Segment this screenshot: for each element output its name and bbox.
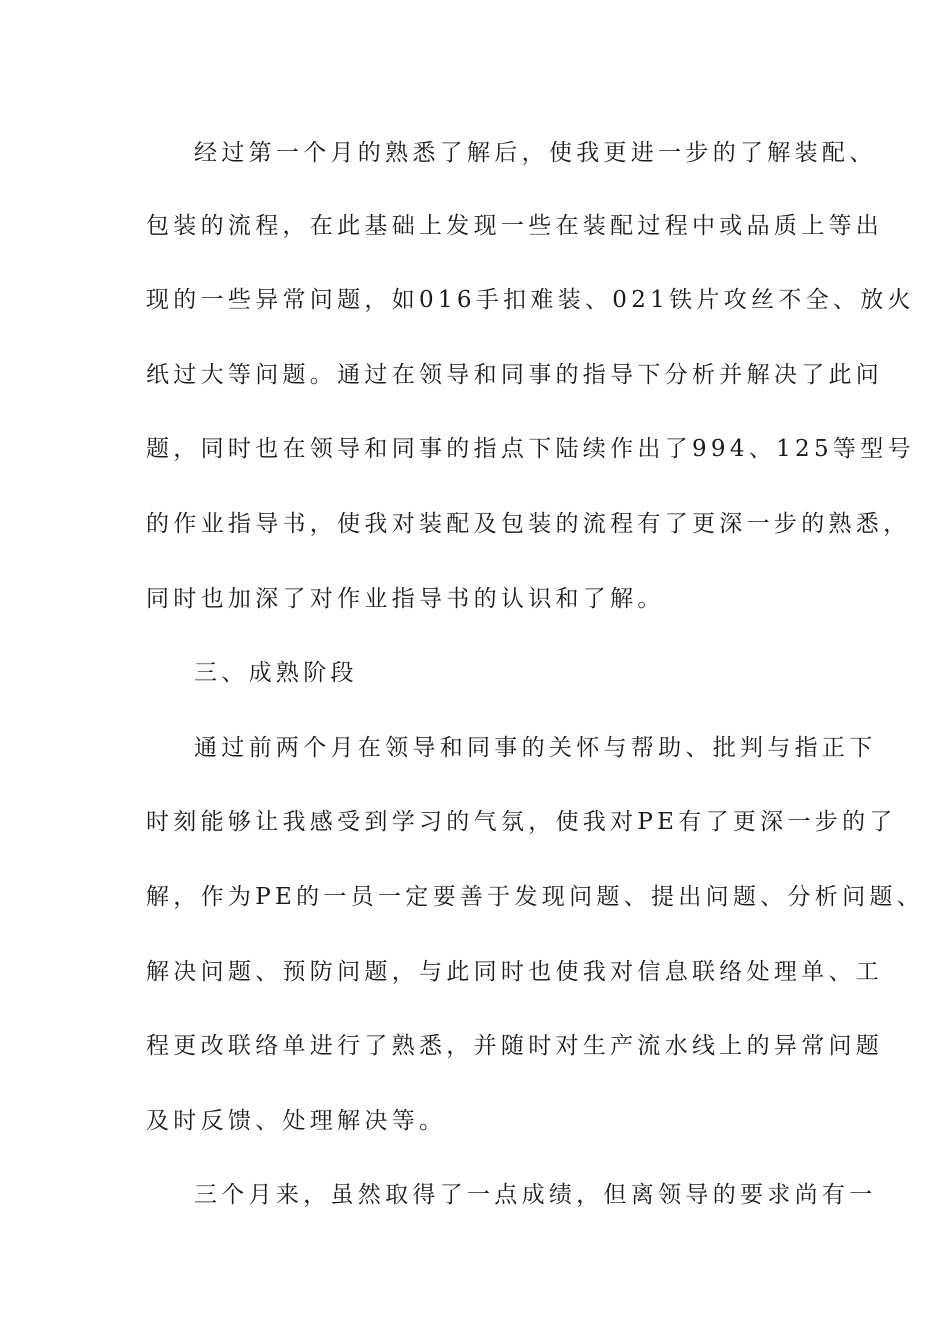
paragraph-line: 三个月来，虽然取得了一点成绩，但离领导的要求尚有一	[194, 1182, 877, 1208]
paragraph-line: 纸过大等问题。通过在领导和同事的指导下分析并解决了此问	[146, 362, 884, 388]
paragraph-line: 解决问题、预防问题，与此同时也使我对信息联络处理单、工	[146, 959, 884, 985]
paragraph-line: 解，作为PE的一员一定要善于发现问题、提出问题、分析问题、	[146, 884, 924, 910]
paragraph-line: 包装的流程，在此基础上发现一些在装配过程中或品质上等出	[146, 213, 884, 239]
paragraph-line: 程更改联络单进行了熟悉，并随时对生产流水线上的异常问题	[146, 1033, 884, 1059]
section-heading: 三、成熟阶段	[194, 660, 358, 686]
paragraph-line: 经过第一个月的熟悉了解后，使我更进一步的了解装配、	[194, 140, 877, 166]
paragraph-line: 现的一些异常问题，如016手扣难装、021铁片攻丝不全、放火	[146, 287, 915, 313]
paragraph-line: 的作业指导书，使我对装配及包装的流程有了更深一步的熟悉，	[146, 511, 911, 537]
paragraph-line: 时刻能够让我感受到学习的气氛，使我对PE有了更深一步的了	[146, 809, 897, 835]
paragraph-line: 同时也加深了对作业指导书的认识和了解。	[146, 586, 665, 612]
paragraph-line: 通过前两个月在领导和同事的关怀与帮助、批判与指正下	[194, 735, 877, 761]
paragraph-line: 题，同时也在领导和同事的指点下陆续作出了994、125等型号	[146, 436, 915, 462]
paragraph-line: 及时反馈、处理解决等。	[146, 1108, 447, 1134]
